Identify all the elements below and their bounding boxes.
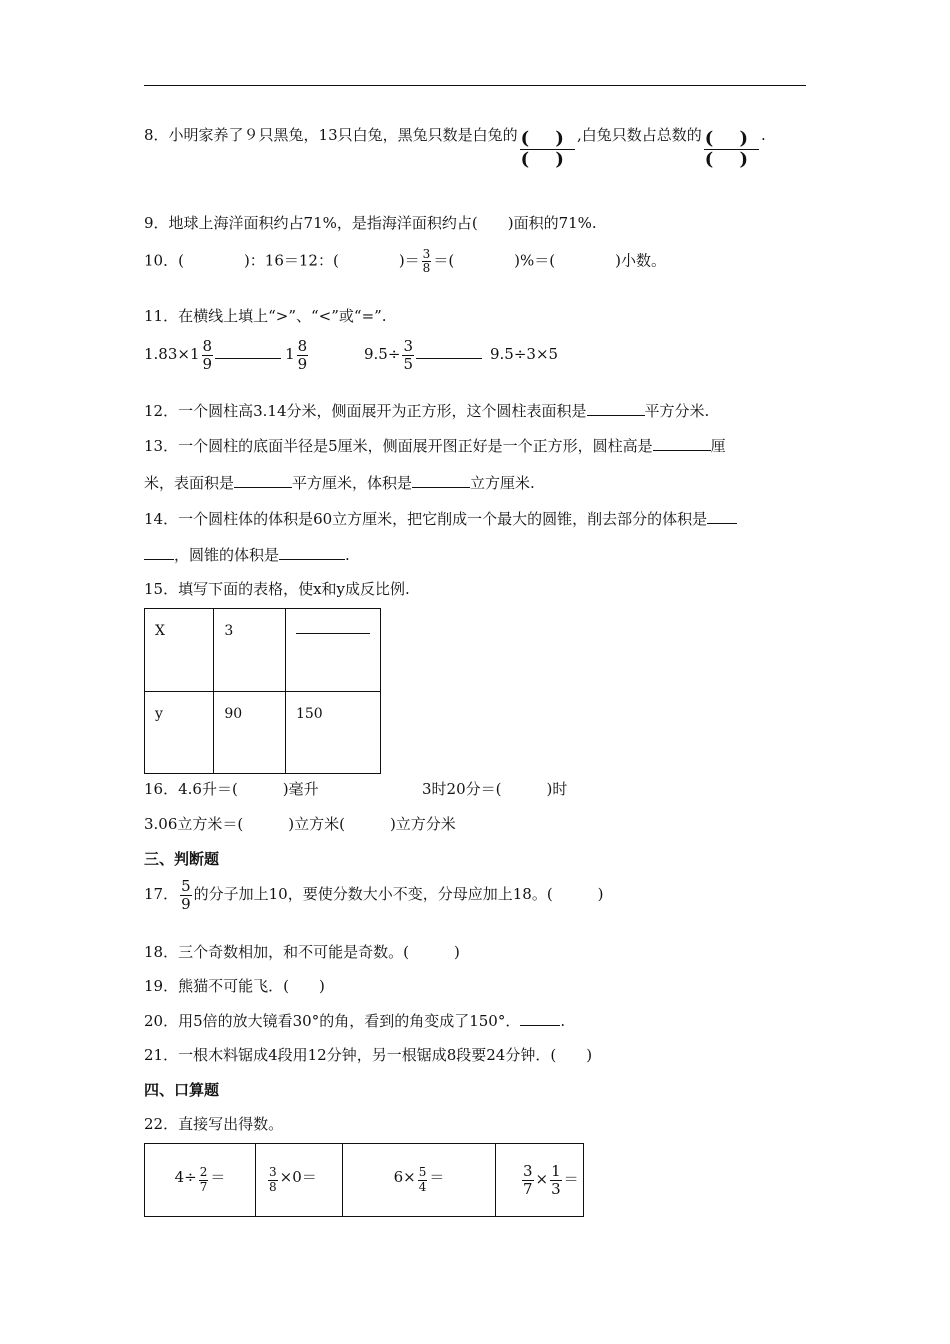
q20-blank[interactable] (520, 1011, 560, 1026)
q22-cell-3: 6× $\frac{5}{4}$ ＝ (343, 1144, 496, 1217)
q15-cell-x-label: X (155, 623, 165, 639)
table-row (145, 609, 381, 692)
q11-right-fraction: $\frac{3}{5}$ (403, 337, 413, 373)
question-14-line2: ，圆锥的体积是 . (144, 544, 350, 565)
q13-blank-2[interactable] (234, 473, 292, 488)
q13-blank-1[interactable] (653, 436, 711, 451)
q22-table (144, 1143, 584, 1217)
question-11-title: 11．在横线上填上“>”、“<”或“=”. (144, 307, 387, 325)
q10-text-b: ＝( )%＝( )小数。 (433, 251, 666, 270)
table-row (145, 1144, 584, 1217)
q22-cell-1: 4÷ $\frac{2}{7}$ ＝ (145, 1144, 256, 1217)
question-11-right: 9.5÷ $\frac{3}{5}$ 9.5÷3×5 (364, 337, 559, 373)
section-4-heading: 四、口算题 (144, 1081, 220, 1099)
question-13-line2: 米，表面积是 平方厘米，体积是 立方厘米. (144, 474, 535, 492)
question-14-line1: 14．一个圆柱体的体积是60立方厘米，把它削成一个最大的圆锥，削去部分的体积是 (144, 508, 737, 529)
q11-left-fraction-1: $\frac{8}{9}$ (202, 337, 213, 373)
question-18: 18．三个奇数相加，和不可能是奇数。( ) (144, 943, 460, 961)
q22-cell-2: $\frac{3}{8}$ ×0＝ (256, 1144, 343, 1217)
q11-left-fraction-2: $\frac{8}{9}$ (297, 337, 308, 373)
question-15-title: 15．填写下面的表格，使x和y成反比例. (144, 580, 410, 598)
q11-blank-1[interactable] (215, 344, 281, 359)
q14-blank-1a[interactable] (707, 509, 737, 524)
question-13-line1: 13．一个圆柱的底面半径是5厘米，侧面展开图正好是一个正方形，圆柱高是 厘 (144, 437, 726, 455)
question-8 (144, 124, 766, 170)
q10-text-a: 10．( )：16＝12：( )＝ (144, 251, 420, 270)
q8-blank-fraction-2[interactable]: $\frac{( )}{( )}$ (704, 128, 759, 170)
question-22-title: 22．直接写出得数。 (144, 1115, 284, 1133)
q15-cell-y-2: 150 (295, 705, 323, 722)
q10-fraction: $\frac{3}{8}$ (422, 247, 431, 276)
q8-text-b: ,白兔只数占总数的 (576, 126, 702, 144)
question-19: 19．熊猫不可能飞．( ) (144, 977, 325, 995)
question-12: 12．一个圆柱高3.14分米，侧面展开为正方形，这个圆柱表面积是 平方分米. (144, 402, 710, 420)
q22-cell-4: $\frac{3}{7}$ × $\frac{1}{3}$ ＝ (496, 1144, 584, 1217)
question-10 (144, 248, 666, 275)
question-21: 21．一根木料锯成4段用12分钟，另一根锯成8段要24分钟．( ) (144, 1046, 593, 1064)
q8-text-c: . (761, 126, 766, 144)
question-20: 20．用5倍的放大镜看30°的角，看到的角变成了150°． . (144, 1012, 566, 1030)
question-11-left: 1.83×1 $\frac{8}{9}$ 1 $\frac{8}{9}$ (144, 337, 308, 373)
q11-blank-2[interactable] (416, 344, 482, 359)
q15-table (144, 608, 381, 774)
question-17: 17． $\frac{5}{9}$ 的分子加上10，要使分数大小不变，分母应加上18。( ) (144, 877, 604, 913)
q15-cell-y-1: 90 (224, 705, 243, 722)
question-9: 9．地球上海洋面积约占71%，是指海洋面积约占( )面积的71%. (144, 214, 597, 232)
question-16-c: 3.06立方米＝( )立方米( )立方分米 (144, 815, 456, 833)
q15-answer-blank[interactable] (296, 619, 370, 634)
q13-blank-3[interactable] (412, 473, 470, 488)
q8-blank-fraction-1[interactable]: $\frac{( )}{( )}$ (520, 128, 574, 170)
header-rule (144, 85, 806, 86)
q14-blank-1b[interactable] (144, 545, 174, 560)
question-16-b: 3时20分＝( )时 (422, 780, 568, 798)
q8-text-a: 8．小明家养了９只黑兔，13只白兔，黑兔只数是白兔的 (144, 126, 518, 144)
table-row (145, 691, 381, 774)
section-3-heading: 三、判断题 (144, 850, 220, 868)
q12-blank[interactable] (587, 401, 645, 416)
q15-cell-y-label: y (155, 705, 163, 722)
question-16-a: 16．4.6升＝( )毫升 (144, 780, 319, 798)
q14-blank-2[interactable] (279, 545, 345, 560)
q17-fraction: $\frac{5}{9}$ (181, 877, 191, 913)
q15-cell-x-2[interactable] (286, 609, 380, 652)
q15-cell-x-1: 3 (224, 623, 234, 639)
